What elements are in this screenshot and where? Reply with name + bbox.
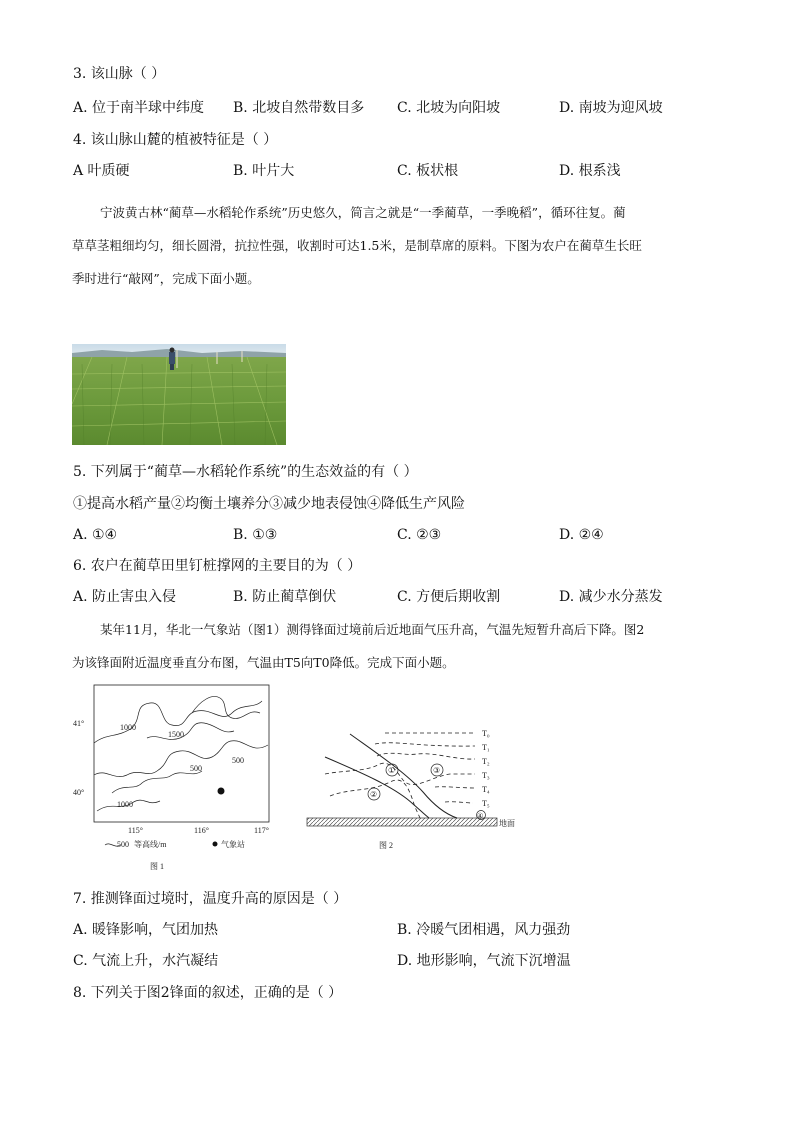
isotherm-label: T₅ [482,799,490,808]
q6-option-d: D. 减少水分蒸发 [559,589,663,605]
region-1-label: ① [388,766,396,775]
q6-stem: 6. 农户在蔺草田里钉桩撑网的主要目的为（ ） [73,558,362,574]
q7-stem: 7. 推测锋面过境时，温度升高的原因是（ ） [73,891,348,907]
passage-front [72,613,722,679]
passage-lincao [72,196,722,295]
legend-station-icon [213,842,218,847]
contour-label: 1000 [117,800,133,809]
q3-stem: 3. 该山脉（ ） [73,66,166,82]
q7-option-b: B. 冷暖气团相遇，风力强劲 [397,922,571,938]
q5-stem: 5. 下列属于“蔺草—水稻轮作系统”的生态效益的有（ ） [73,464,418,480]
q7-option-a: A. 暖锋影响，气团加热 [73,922,219,938]
q3-option-c: C. 北坡为向阳坡 [397,100,501,116]
region-4-label: ④ [477,812,484,820]
q7-option-d: D. 地形影响，气流下沉增温 [397,953,571,969]
weather-station-dot [218,788,225,795]
isotherm-label: T₃ [482,771,490,780]
q6-option-b: B. 防止蔺草倒伏 [233,589,337,605]
lon-label: 115° [128,826,143,835]
q4-stem: 4. 该山脉山麓的植被特征是（ ） [73,132,278,148]
ground-hatch [307,818,497,826]
q5-items: ①提高水稻产量②均衡土壤养分③减少地表侵蚀④降低生产风险 [73,496,465,512]
passage-line: 为该锋面附近温度垂直分布图，气温由T5向T0降低。完成下面小题。 [72,655,455,670]
contour-label: 1500 [168,730,184,739]
figure-1-map [72,683,282,873]
legend-contour-value: 500 [117,840,129,849]
region-2-label: ② [370,790,378,799]
passage-line: 某年11月，华北一气象站（图1）测得锋面过境前后近地面气压升高，气温先短暂升高后下降。图2 [100,622,645,637]
q4-option-d: D. 根系浅 [559,163,621,179]
q7-option-c: C. 气流上升，水汽凝结 [73,953,219,969]
isotherm-label: T₂ [482,757,490,766]
q4-option-c: C. 板状根 [397,163,459,179]
passage-line: 草草茎粗细均匀，细长圆滑，抗拉性强，收割时可达1.5米，是制草席的原料。下图为农户在蔺草生长旺 [72,238,642,253]
q5-option-c: C. ②③ [397,527,442,543]
lat-label-top: 41° [73,719,85,728]
front-surface-lower [325,757,429,818]
isotherm-label: T₄ [482,785,490,794]
contour-label: 1000 [120,723,136,732]
figure-2-front [305,722,525,852]
passage-line: 季时进行“敲网”，完成下面小题。 [72,271,260,286]
rush-field-photo [72,344,286,445]
q5-option-b: B. ①③ [233,527,278,543]
contour-label: 500 [190,764,202,773]
isotherm-label: T₀ [482,729,490,738]
q4-option-b: B. 叶片大 [233,163,295,179]
contour-label: 500 [232,756,244,765]
figure-1-caption: 图 1 [150,862,164,871]
figure-2-caption: 图 2 [379,841,393,850]
lon-label: 116° [194,826,209,835]
lat-label-bottom: 40° [73,788,85,797]
lon-label: 117° [254,826,269,835]
isotherm-label: T₁ [482,743,490,752]
q3-option-d: D. 南坡为迎风坡 [559,100,663,116]
isotherms [325,733,475,818]
ground-label: 地面 [499,819,515,828]
q6-option-c: C. 方便后期收割 [397,589,501,605]
q3-option-b: B. 北坡自然带数目多 [233,100,365,116]
legend-station-label: 气象站 [221,840,245,849]
q5-option-a: A. ①④ [73,527,118,543]
passage-line: 宁波黄古林“蔺草—水稻轮作系统”历史悠久，简言之就是“一季蔺草，一季晚稻”，循环往复。蔺 [100,205,626,220]
contour-lines [94,696,268,811]
q4-option-a: A 叶质硬 [73,163,130,179]
q8-stem: 8. 下列关于图2锋面的叙述，正确的是（ ） [73,985,343,1001]
q3-option-a: A. 位于南半球中纬度 [73,100,205,116]
q5-option-d: D. ②④ [559,527,604,543]
region-circles [368,764,486,820]
q6-option-a: A. 防止害虫入侵 [73,589,177,605]
region-3-label: ③ [433,766,441,775]
legend-contour-label: 等高线/m [134,840,167,849]
